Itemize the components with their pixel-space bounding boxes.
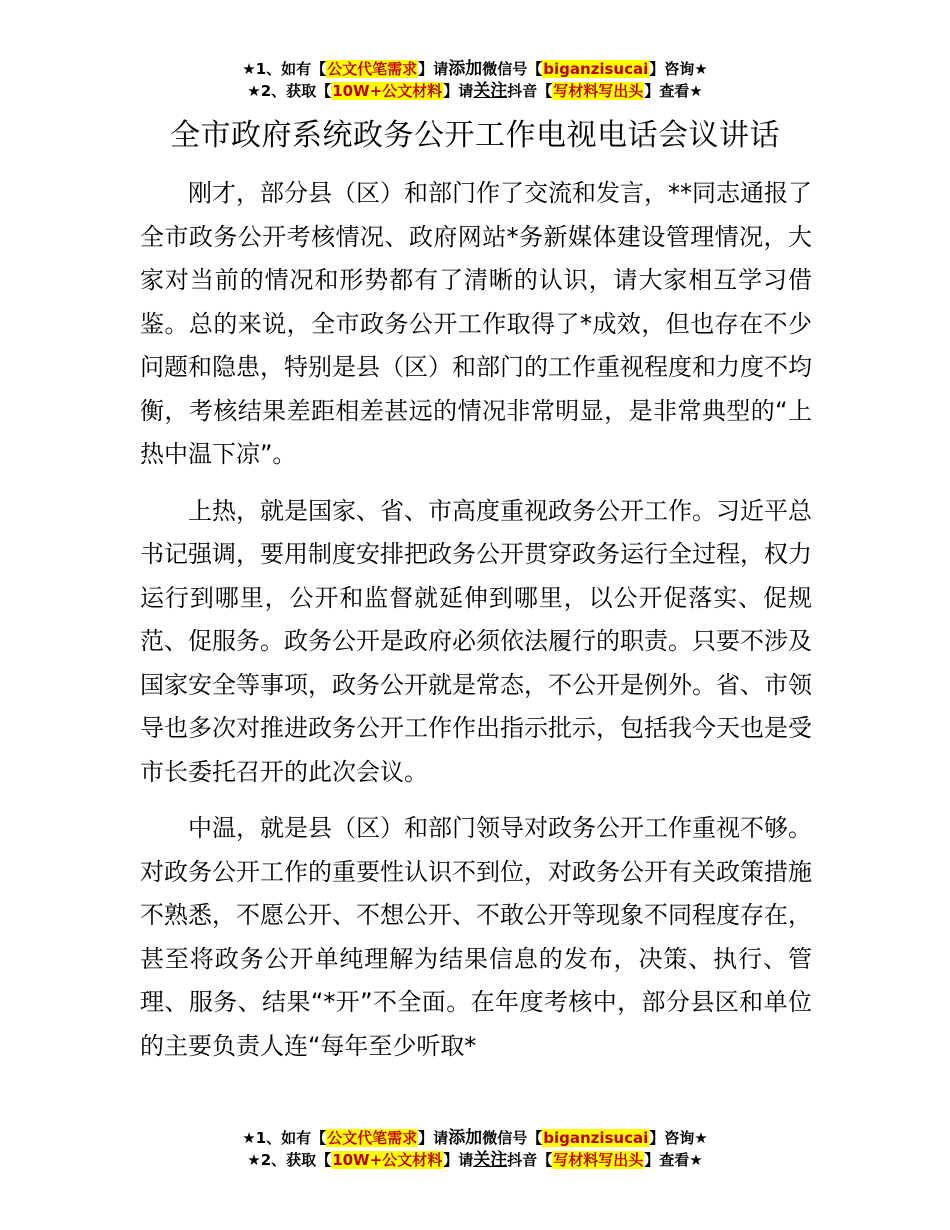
- banner-text: 】咨询★: [649, 1129, 708, 1147]
- banner-text: 添加: [448, 59, 483, 79]
- banner-highlight: 公文代笔需求: [327, 60, 418, 78]
- banner-line-1: [0, 58, 950, 80]
- banner-text: 】查看★: [644, 82, 703, 100]
- banner-text: 微信号【: [482, 60, 543, 78]
- banner-line-2: [0, 1149, 950, 1171]
- banner-text: 】请: [443, 82, 474, 100]
- banner-text: 添加: [448, 1128, 483, 1148]
- banner-line-1: [0, 1127, 950, 1149]
- banner-text: 关注: [473, 81, 508, 101]
- banner-highlight: biganzisucai: [543, 60, 649, 78]
- banner-text: 抖音【: [507, 82, 553, 100]
- banner-text: ★1、如有【: [242, 60, 327, 78]
- paragraph-2: 上热，就是国家、省、市高度重视政务公开工作。习近平总书记强调，要用制度安排把政务公开贯穿政务运行全过程，权力运行到哪里，公开和监督就延伸到哪里，以公开促落实、促规范、促服务。政务公开是政府必须依法履行的职责。只要不涉及国家安全等事项，政务公开就是常态，不公开是例外。省、市领导也多次对推进政务公开工作作出指示批示，包括我今天也是受市长委托召开的此次会议。: [140, 496, 812, 786]
- footer-banner: [0, 1127, 950, 1171]
- document-title: 全市政府系统政务公开工作电视电话会议讲话: [170, 118, 780, 153]
- banner-text: 】咨询★: [649, 60, 708, 78]
- banner-highlight: 10W+公文材料: [332, 1151, 443, 1169]
- banner-text: 微信号【: [482, 1129, 543, 1147]
- banner-highlight: biganzisucai: [543, 1129, 649, 1147]
- paragraph-1: 刚才，部分县（区）和部门作了交流和发言，**同志通报了全市政务公开考核情况、政府网站*务新媒体建设管理情况，大家对当前的情况和形势都有了清晰的认识，请大家相互学习借鉴。总的来说，全市政务公开工作取得了*成效，但也存在不少问题和隐患，特别是县（区）和部门的工作重视程度和力度不均衡，考核结果差距相差甚远的情况非常明显，是非常典型的“上热中温下凉”。: [140, 179, 812, 468]
- banner-text: 】请: [418, 1129, 449, 1147]
- banner-text: ★1、如有【: [242, 1129, 327, 1147]
- banner-highlight: 10W+公文材料: [332, 82, 443, 100]
- banner-text: 】查看★: [644, 1151, 703, 1169]
- document-body: [140, 172, 812, 1081]
- header-banner: [0, 58, 950, 102]
- banner-text: 】请: [418, 60, 449, 78]
- banner-text: ★2、获取【: [247, 82, 332, 100]
- banner-highlight: 公文代笔需求: [327, 1129, 418, 1147]
- banner-text: 关注: [473, 1150, 508, 1170]
- banner-highlight: 写材料写出头: [553, 82, 644, 100]
- banner-text: ★2、获取【: [247, 1151, 332, 1169]
- banner-line-2: [0, 80, 950, 102]
- banner-text: 抖音【: [507, 1151, 553, 1169]
- banner-text: 】请: [443, 1151, 474, 1169]
- paragraph-3: 中温，就是县（区）和部门领导对政务公开工作重视不够。对政务公开工作的重要性认识不到位，对政务公开有关政策措施不熟悉，不愿公开、不想公开、不敢公开等现象不同程度存在，甚至将政务公开单纯理解为结果信息的发布，决策、执行、管理、服务、结果“*开”不全面。在年度考核中，部分县区和单位的主要负责人连“每年至少听取*: [140, 814, 812, 1060]
- banner-highlight: 写材料写出头: [553, 1151, 644, 1169]
